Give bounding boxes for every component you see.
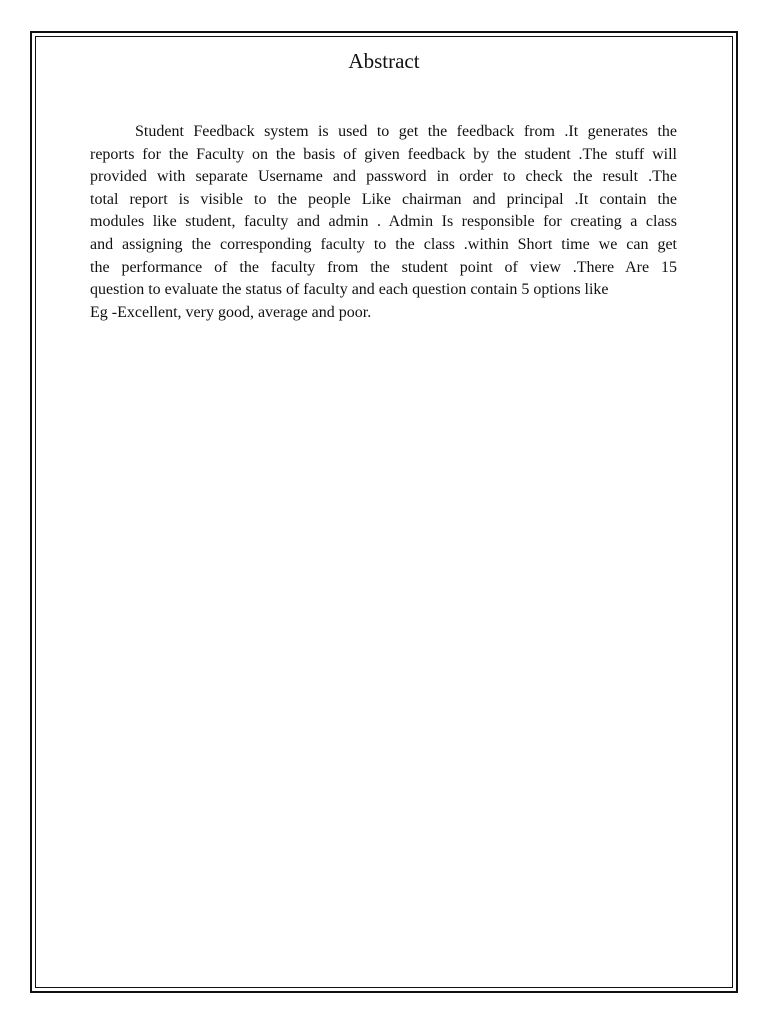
abstract-line: provided with separate Username and password in order to check the result .The [90, 168, 677, 186]
abstract-line: modules like student, faculty and admin . Admin Is responsible for creating a class [90, 213, 677, 231]
abstract-paragraph [90, 121, 677, 324]
abstract-line: the performance of the faculty from the student point of view .There Are 15 [90, 258, 677, 276]
abstract-line: total report is visible to the people Like chairman and principal .It contain the [90, 190, 677, 208]
abstract-line: and assigning the corresponding faculty to the class .within Short time we can get [90, 235, 677, 253]
abstract-line: question to evaluate the status of faculty and each question contain 5 options like [90, 281, 609, 299]
abstract-line: Student Feedback system is used to get the feedback from .It generates the [135, 123, 677, 140]
abstract-line: Eg -Excellent, very good, average and poor. [90, 303, 372, 321]
page-title: Abstract [348, 49, 420, 73]
abstract-line: reports for the Faculty on the basis of given feedback by the student .The stuff will [90, 145, 677, 163]
